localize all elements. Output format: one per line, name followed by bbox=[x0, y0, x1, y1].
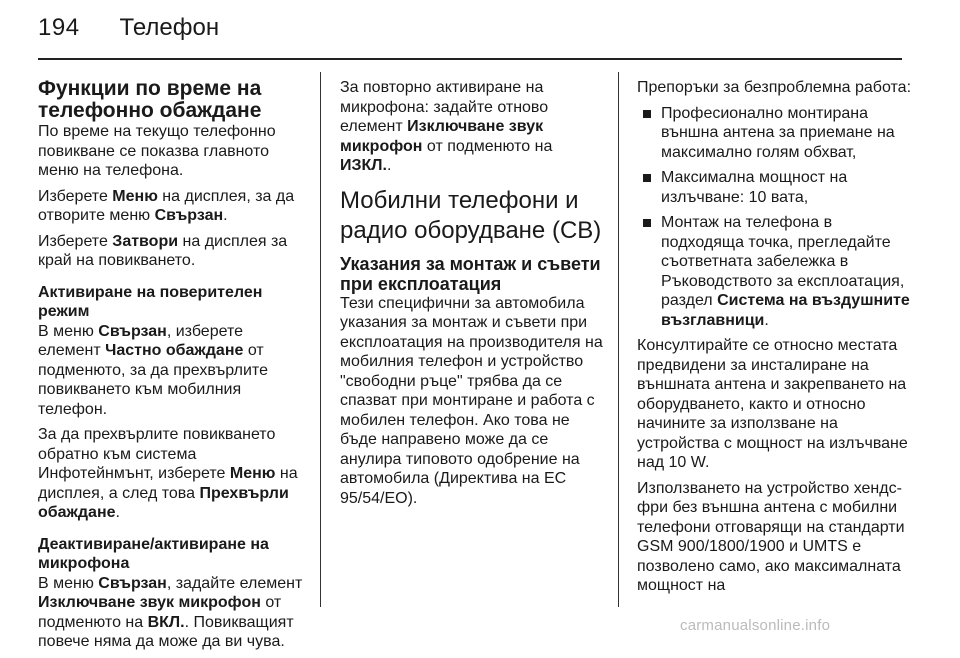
recommendation-list bbox=[637, 104, 912, 331]
watermark: carmanualsonline.info bbox=[680, 617, 831, 634]
list-item: Професионално монтирана външна антена за приемане на максимално голям обхват, bbox=[637, 104, 912, 163]
paragraph: Тези специфични за автомобила указания за монтаж и съвети при експлоатация на производителя на мобилния телефон и устройство "свободни ръце" трябва да се спазват при монтиране и работа с мобилен телефон. Ако това не бъде направено може да се анулира типовото одобрение на автомобила (Директива на ЕС 95/54/ЕО). bbox=[340, 294, 603, 507]
paragraph: В меню Свързан, изберете елемент Частно обаждане от подменюто, за да прехвърлите повикването към мобилния телефон. bbox=[38, 322, 268, 418]
list-item: Монтаж на телефона в подходяща точка, прегледайте съответната забележка в Ръководството за експлоатация, раздел Система на въздушните възглавници. bbox=[637, 213, 912, 330]
column-left bbox=[38, 78, 310, 658]
paragraph: Консултирайте се относно местата предвидени за инсталиране на външната антена и закрепването на оборудването, както и относно начините за използване на устройства с мощност на излъчване над 10 W. bbox=[637, 337, 908, 471]
column-right bbox=[637, 78, 912, 602]
header-rule bbox=[38, 58, 902, 60]
paragraph: По време на текущо телефонно повикване се показва главното меню на телефона. bbox=[38, 123, 276, 179]
page-number: 194 bbox=[38, 14, 80, 41]
subsection-heading: Активиране на поверителен режим bbox=[38, 283, 263, 320]
paragraph: Изберете Затвори на дисплея за край на повикването. bbox=[38, 232, 288, 269]
square-bullet-icon bbox=[643, 219, 651, 227]
paragraph: Изберете Меню на дисплея, за да отворите меню Свързан. bbox=[38, 187, 295, 224]
paragraph: В меню Свързан, задайте елемент Изключване звук микрофон от подменюто на ВКЛ.. Повикващият повече няма да може да ви чува. bbox=[38, 574, 303, 650]
square-bullet-icon bbox=[643, 174, 651, 182]
column-divider bbox=[618, 72, 619, 607]
paragraph: Препоръки за безпроблемна работа: bbox=[637, 79, 912, 96]
column-divider bbox=[320, 72, 321, 607]
column-middle bbox=[340, 78, 605, 514]
page-header bbox=[38, 14, 219, 50]
square-bullet-icon bbox=[643, 110, 651, 118]
list-item: Максимална мощност на излъчване: 10 вата, bbox=[637, 168, 912, 207]
paragraph: За да прехвърлите повикването обратно към система Инфотейнмънт, изберете Меню на дисплея, а след това Прехвърли обаждане. bbox=[38, 426, 298, 521]
subsection-heading: Деактивиране/активиране на микрофона bbox=[38, 535, 269, 572]
chapter-heading: Мобилни телефони и радио оборудване (CB) bbox=[340, 186, 602, 244]
paragraph: Използването на устройство хендс-фри без външна антена с мобилни телефони отговарящи на стандарти GSM 900/1800/1900 и UMTS е позволено само, ако максималната мощност на bbox=[637, 479, 905, 594]
subsection-heading: Указания за монтаж и съвети при експлоатация bbox=[340, 253, 601, 294]
section-heading: Функции по време на телефонно обаждане bbox=[38, 77, 262, 122]
paragraph: За повторно активиране на микрофона: задайте отново елемент Изключване звук микрофон от подменюто на ИЗКЛ.. bbox=[340, 79, 553, 174]
section-title: Телефон bbox=[119, 14, 220, 41]
